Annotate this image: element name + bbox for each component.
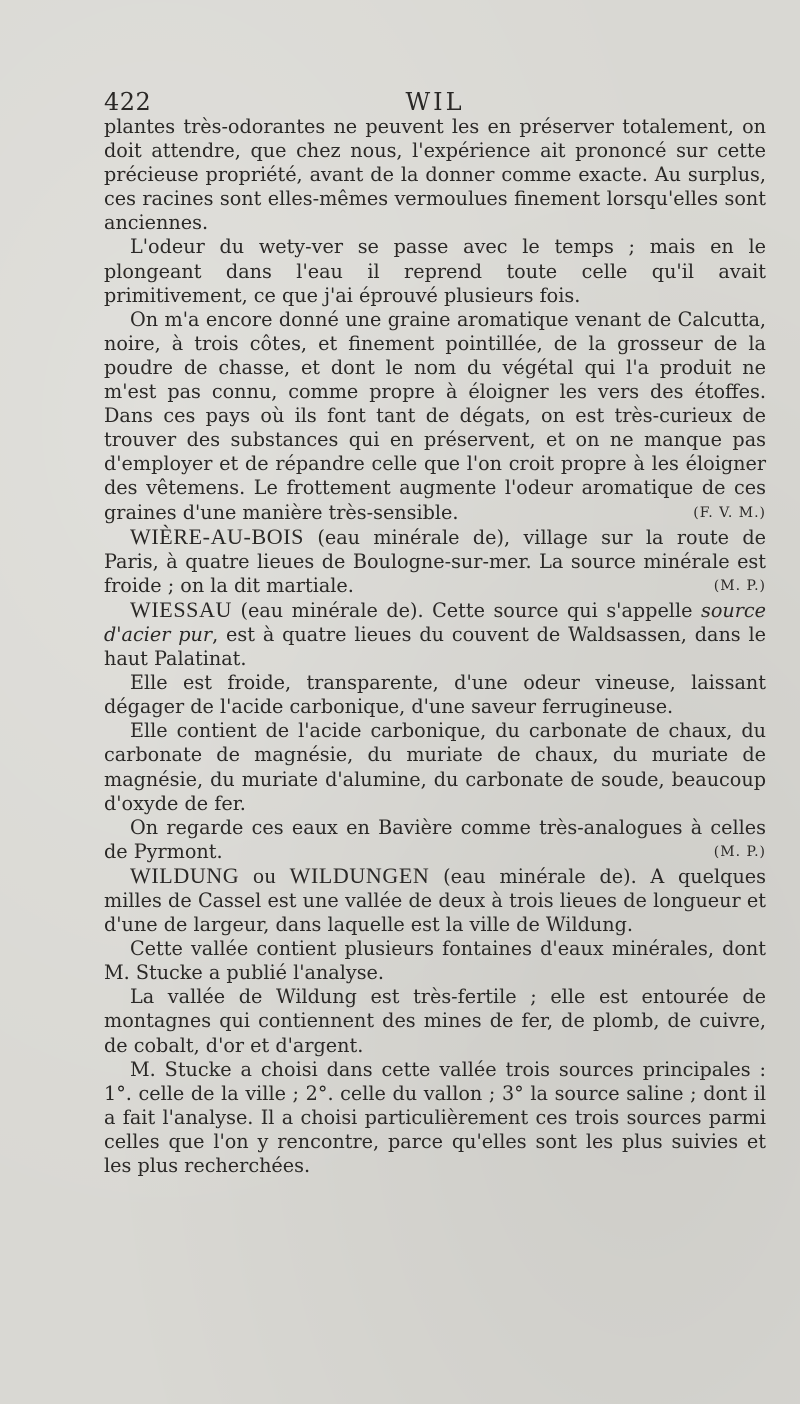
- headword: WIESSAU: [130, 596, 232, 622]
- running-head: WIL: [405, 88, 465, 116]
- author-signature: (M. P.): [713, 577, 766, 594]
- paragraph-wildung-valley: La vallée de Wildung est très-fertile ; elle est entourée de montagnes qui contiennent des mines de fer, de plomb, de cuivre, de cobalt, d'or et d'argent.: [104, 985, 766, 1057]
- body-text: [104, 115, 766, 1178]
- entry-text: , est à quatre lieues du couvent de Waldsassen, dans le haut Palatinat.: [104, 622, 767, 671]
- italic-term: source d'acier pur: [104, 598, 766, 646]
- paragraph-wiessau-contents: Elle contient de l'acide carbonique, du carbonate de chaux, du carbonate de magnésie, du muriate de chaux, du muriate de magnésie, du muriate d'alumine, du carbonate de soude, beaucoup d'oxyde de fer.: [104, 719, 766, 815]
- entry-text: (eau minérale de). Cette source qui s'appelle: [231, 598, 701, 622]
- paragraph-calcutta-seed: [104, 308, 766, 525]
- entry-text: (eau minérale de). A quelques milles de Cassel est une vallée de deux à trois lieues de longueur et d'une de largeur, dans laquelle est la ville de Wildung.: [104, 864, 766, 937]
- entry-text: (eau minérale de), village sur la route de Paris, à quatre lieues de Boulogne-sur-mer. La source minérale est froide ; on la dit martiale.: [104, 525, 766, 597]
- page-number: 422: [104, 88, 152, 116]
- paragraph-wiessau-properties: Elle est froide, transparente, d'une odeur vineuse, laissant dégager de l'acide carbonique, d'une saveur ferrugineuse.: [104, 671, 766, 719]
- paragraph-text: On regarde ces eaux en Bavière comme très-analogues à celles de Pyrmont.: [104, 815, 766, 863]
- headword: WILDUNG ou WILDUNGEN: [130, 862, 430, 888]
- entry-wiessau: [104, 598, 766, 671]
- paragraph-wety-ver: L'odeur du wety-ver se passe avec le temps ; mais en le plongeant dans l'eau il reprend toute celle qu'il avait primitivement, ce que j'ai éprouvé plusieurs fois.: [104, 235, 766, 307]
- entry-wiere-au-bois: [104, 525, 766, 598]
- paragraph-continuation: plantes très-odorantes ne peuvent les en préserver totalement, on doit attendre, que chez nous, l'expérience ait prononcé sur cette précieuse propriété, avant de la donner comme exacte. Au surplus, ces racines sont elles-mêmes vermoulues finement lorsqu'elles sont anciennes.: [104, 115, 766, 235]
- paragraph-wiessau-comparison: [104, 816, 766, 864]
- paragraph-calcutta-text: On m'a encore donné une graine aromatique venant de Calcutta, noire, à trois côtes, et finement pointillée, de la grosseur de la poudre de chasse, et dont le nom du végétal qui l'a produit ne m'est pas connu, comme propre à éloigner les vers des étoffes. Dans ces pays où ils font tant de dégats, on est très-curieux de trouver des substances qui en préservent, et on ne manque pas d'employer et de répandre celle que l'on croit propre à les éloigner des vêtemens. Le frottement augmente l'odeur aromatique de ces graines d'une manière très-sensible.: [104, 307, 766, 524]
- page-header: [104, 88, 766, 118]
- headword: WIÈRE-AU-BOIS: [130, 523, 304, 549]
- paragraph-wildung-fountains: Cette vallée contient plusieurs fontaines d'eaux minérales, dont M. Stucke a publié l'analyse.: [104, 937, 766, 985]
- entry-wildung: [104, 864, 766, 937]
- author-signature: (M. P.): [713, 843, 766, 860]
- author-signature: (F. V. M.): [693, 504, 766, 521]
- paragraph-wildung-sources: M. Stucke a choisi dans cette vallée trois sources principales : 1°. celle de la ville ; 2°. celle du vallon ; 3° la source saline ; dont il a fait l'analyse. Il a choisi particulièrement ces trois sources parmi celles que l'on y rencontre, parce qu'elles sont les plus suivies et les plus recherchées.: [104, 1057, 766, 1178]
